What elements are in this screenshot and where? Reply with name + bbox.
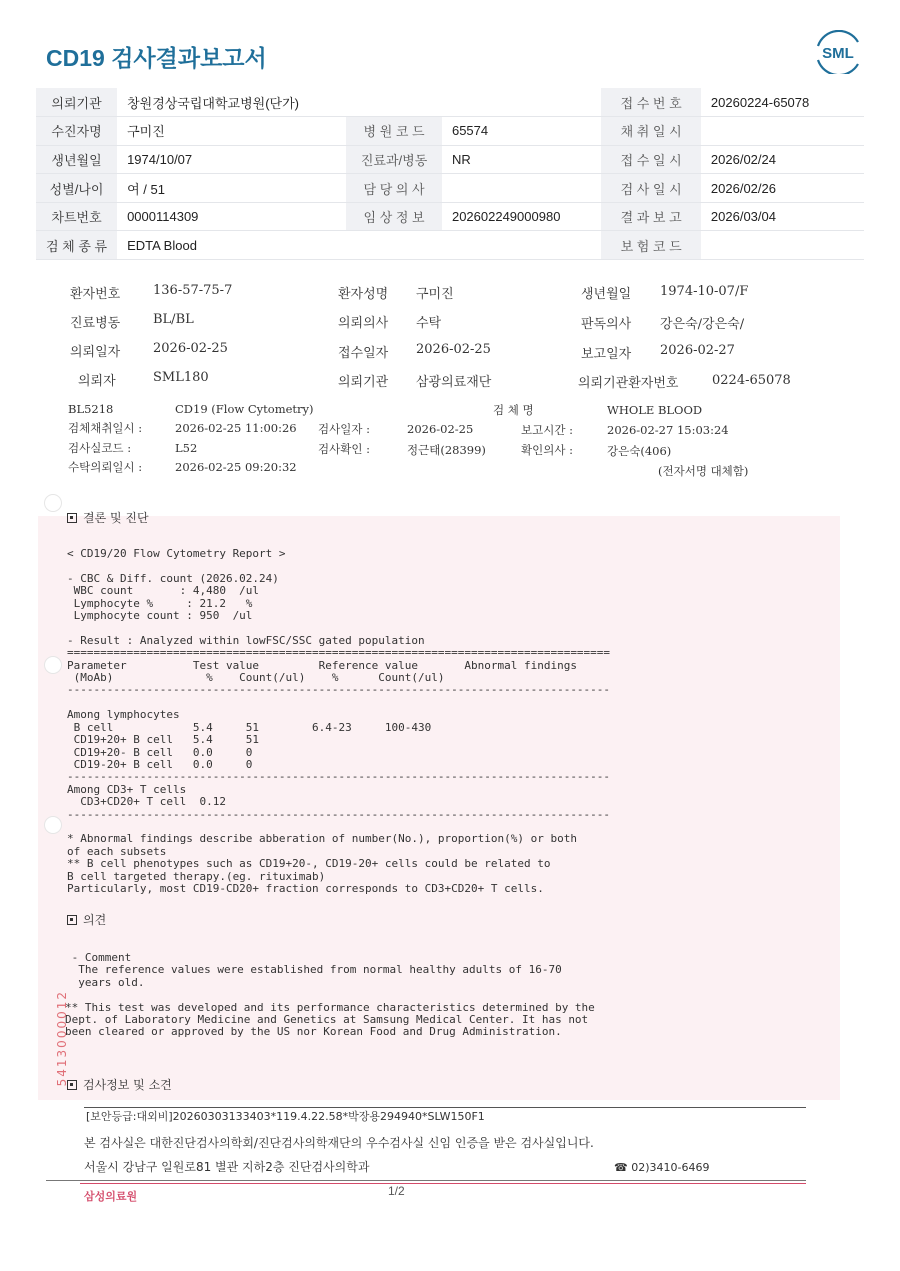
consign-label: 수탁의뢰일시 :: [68, 460, 143, 474]
header-value: 1974/10/07: [117, 145, 346, 174]
header-info-table: [36, 88, 864, 260]
institution: 삼광의료재단: [416, 375, 492, 390]
inst-patient-id: 0224-65078: [712, 373, 791, 388]
punch-hole: [44, 816, 62, 834]
test-name: CD19 (Flow Cytometry): [175, 402, 314, 416]
report-text: < CD19/20 Flow Cytometry Report > - CBC & Diff. count (2026.02.24) WBC count : 4,480 /ul Lymphocyte % : 21.2 % Lymphocyte count : 950 /ul - Result : Analyzed within lowFSC/SSC gated population ================================================================================== Parameter Test value Reference value Abnormal findings (MoAb) % Count(/ul) % Count(/ul) ---------------------------------------------------------------------------------- Among lymphocytes B cell 5.4 51 6.4-23 100-430 CD19+20+ B cell 5.4 51 CD19+20- B cell 0.0 0 CD19-20+ B cell 0.0 0 ---------------------------------------------------------------------------------- Among CD3+ T cells CD3+CD20+ T cell 0.12 ---------------------------------------------------------------------------------- * Abnormal findings describe abberation of number(No.), proportion(%) or both of each subsets ** B cell phenotypes such as CD19+20-, CD19-20+ cells could be related to B cell targeted therapy.(eg. rituximab) Particularly, most CD19-CD20+ fraction corresponds to CD3+CD20+ T cells.: [67, 547, 611, 895]
header-label: 보 험 코 드: [601, 231, 701, 260]
recv-date: 2026-02-25: [416, 342, 491, 357]
confirm-doctor: 강은숙(406): [607, 444, 672, 458]
room-code: L52: [175, 441, 198, 455]
header-value: 2026/02/26: [701, 174, 864, 203]
section-box-icon: [67, 1080, 77, 1090]
section-box-icon: [67, 915, 77, 925]
specimen-label: 검 체 명: [493, 403, 534, 417]
patient-name-label: 환자성명: [338, 287, 389, 302]
header-row: [36, 145, 864, 174]
page-number: 1/2: [388, 1184, 405, 1198]
header-row: [36, 174, 864, 203]
sml-logo: [812, 30, 864, 74]
header-label: 진료과/병동: [346, 145, 442, 174]
header-value: 창원경상국립대학교병원(단가): [117, 88, 601, 117]
req-date: 2026-02-25: [153, 341, 228, 356]
header-label: 채 취 일 시: [601, 117, 701, 146]
header-row: [36, 88, 864, 117]
header-label: 성별/나이: [36, 174, 117, 203]
header-label: 의뢰기관: [36, 88, 117, 117]
header-label: 접 수 번 호: [601, 88, 701, 117]
header-value: [442, 174, 601, 203]
inst-patient-id-label: 의뢰기관환자번호: [578, 376, 679, 391]
punch-hole: [44, 494, 62, 512]
header-value: NR: [442, 145, 601, 174]
header-row: [36, 117, 864, 146]
vertical-number: 5413000012: [55, 990, 69, 1087]
header-value: 2026/03/04: [701, 202, 864, 231]
info-section-label: 검사정보 및 소견: [83, 1078, 172, 1092]
institution-label: 의뢰기관: [338, 375, 389, 390]
patient-id: 136-57-75-7: [153, 283, 233, 298]
report-time-label: 보고시간 :: [521, 423, 573, 437]
address: 서울시 강남구 일원로81 별관 지하2층 진단검사의학과: [84, 1160, 370, 1174]
ward-label: 진료병동: [70, 316, 121, 331]
req-date-label: 의뢰일자: [70, 345, 121, 360]
recv-date-label: 접수일자: [338, 346, 389, 361]
page-title: CD19 검사결과보고서: [46, 45, 267, 71]
req-doctor: 수탁: [416, 316, 442, 331]
header-value: 20260224-65078: [701, 88, 864, 117]
confirm-doctor-label: 확인의사 :: [521, 443, 573, 457]
header-label: 검 체 종 류: [36, 231, 117, 260]
result-section-title: [67, 509, 149, 526]
punch-hole: [44, 656, 62, 674]
test-date: 2026-02-25: [407, 422, 474, 436]
pink-rule: [80, 1183, 806, 1184]
header-value: 구미진: [117, 117, 346, 146]
header-label: 검 사 일 시: [601, 174, 701, 203]
header-value: 여 / 51: [117, 174, 346, 203]
requester: SML180: [153, 370, 209, 385]
header-label: 생년월일: [36, 145, 117, 174]
req-doctor-label: 의뢰의사: [338, 316, 389, 331]
header-label: 접 수 일 시: [601, 145, 701, 174]
specimen: WHOLE BLOOD: [607, 403, 703, 417]
report-time: 2026-02-27 15:03:24: [607, 423, 729, 437]
opinion-section-title: [67, 911, 106, 928]
sml-logo-text: SML: [822, 45, 854, 62]
header-label: 임 상 정 보: [346, 202, 442, 231]
security-line: [보안등급:대외비]20260303133403*119.4.22.58*박장용294940*SLW150F1: [86, 1110, 485, 1123]
patient-name: 구미진: [416, 287, 454, 302]
header-label: 병 원 코 드: [346, 117, 442, 146]
requester-label: 의뢰자: [78, 374, 116, 389]
header-value: [701, 231, 864, 260]
opinion-text: - Comment The reference values were established from normal healthy adults of 16-70 years old. ** This test was developed and its performance characteristics determined by the Dept. of Laboratory Medicine and Genetics at Samsung Medical Center. It has not been cleared or approved by the US nor Korean Food and Drug Administration.: [65, 951, 595, 1039]
header-value: 202602249000980: [442, 202, 601, 231]
header-row: [36, 231, 864, 260]
bottom-divider: [46, 1180, 806, 1181]
collect-label: 검체채취일시 :: [68, 421, 143, 435]
reader: 강은숙/강은숙/: [660, 317, 745, 332]
esign-note: (전자서명 대체함): [658, 464, 749, 478]
header-label: 결 과 보 고: [601, 202, 701, 231]
dob: 1974-10-07/F: [660, 284, 749, 299]
report-date-label: 보고일자: [581, 347, 632, 362]
brand-logo: 삼성의료원: [84, 1190, 138, 1203]
confirm: 정근태(28399): [407, 443, 486, 457]
header-label: 담 당 의 사: [346, 174, 442, 203]
report-date: 2026-02-27: [660, 343, 735, 358]
header-label: 수진자명: [36, 117, 117, 146]
dob-label: 생년월일: [581, 287, 632, 302]
header-value: 2026/02/24: [701, 145, 864, 174]
phone: ☎ 02)3410-6469: [614, 1161, 710, 1174]
room-label: 검사실코드 :: [68, 441, 132, 455]
header-value: EDTA Blood: [117, 231, 601, 260]
header-value: 0000114309: [117, 202, 346, 231]
consign-time: 2026-02-25 09:20:32: [175, 460, 297, 474]
section-box-icon: [67, 513, 77, 523]
opinion-section-label: 의견: [83, 913, 107, 927]
test-code: BL5218: [68, 402, 114, 416]
header-row: [36, 202, 864, 231]
test-date-label: 검사일자 :: [318, 422, 370, 436]
patient-id-label: 환자번호: [70, 287, 121, 302]
reader-label: 판독의사: [581, 317, 632, 332]
header-value: [701, 117, 864, 146]
result-section-label: 결론 및 진단: [83, 511, 149, 525]
confirm-label: 검사확인 :: [318, 442, 370, 456]
ward: BL/BL: [153, 312, 194, 327]
certification-line: 본 검사실은 대한진단검사의학회/진단검사의학재단의 우수검사실 신임 인증을 받은 검사실입니다.: [84, 1136, 594, 1150]
info-section-title: [67, 1076, 172, 1093]
header-label: 차트번호: [36, 202, 117, 231]
collect-time: 2026-02-25 11:00:26: [175, 421, 297, 435]
header-value: 65574: [442, 117, 601, 146]
